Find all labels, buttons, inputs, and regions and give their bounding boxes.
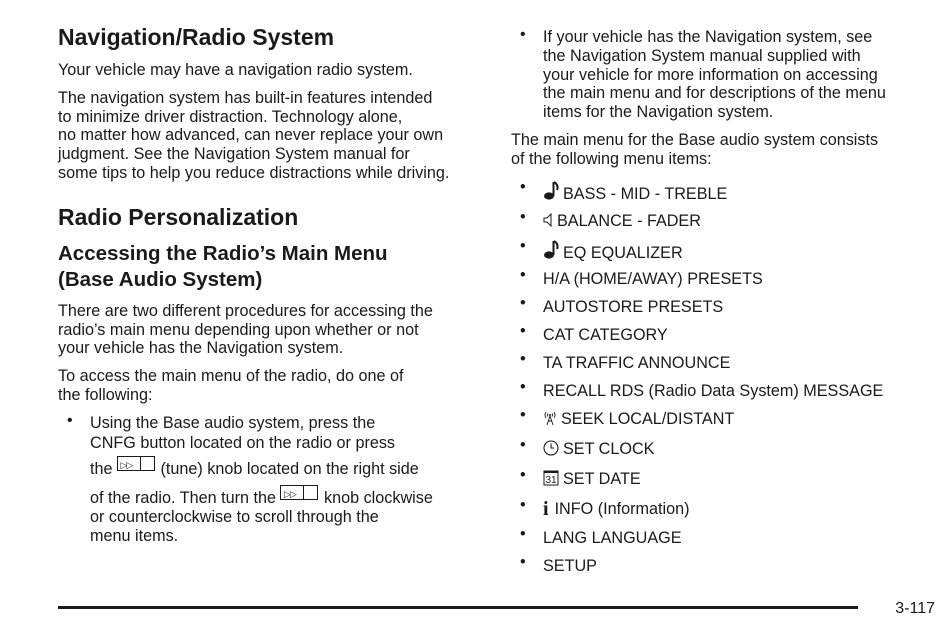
bullet-dot: • [520, 26, 526, 43]
paragraph-procedures: There are two different procedures for accessing the radio’s main menu depending upon whether or not your vehicle has the Navigation system. [58, 301, 433, 358]
info-icon: i [543, 497, 549, 520]
left-column [58, 22, 478, 546]
antenna-icon [543, 410, 557, 426]
bullet-navigation-system: • If your vehicle has the Navigation system, see the Navigation System manual supplied with your vehicle for more information on accessing the main menu and for descriptions of the menu items for the Navigation system. [520, 26, 886, 122]
bullet-base-audio: • Using the Base audio system, press the CNFG button located on the radio or press the ▷▷ (tune) knob located on the right side of the radio. Then turn the ▷▷ knob clockwise or counterclockwise to scroll through the menu items. [67, 411, 433, 545]
speaker-icon [543, 212, 553, 228]
menu-item-eq-equalizer: • EQ EQUALIZER [520, 236, 683, 262]
paragraph-menu-intro: The main menu for the Base audio system consists of the following menu items: [511, 130, 879, 168]
menu-item-traffic: • TA TRAFFIC ANNOUNCE [520, 349, 731, 372]
menu-item-set-date: • 31 SET DATE [520, 465, 641, 488]
menu-item-presets: • H/A (HOME/AWAY) PRESETS [520, 265, 763, 288]
paragraph-access-main-menu: To access the main menu of the radio, do one of the following: [58, 367, 404, 404]
menu-item-seek: • SEEK LOCAL/DISTANT [520, 405, 735, 428]
page-number: 3-117 [895, 600, 935, 617]
footer-rule [58, 606, 858, 609]
menu-item-set-clock: • SET CLOCK [520, 435, 655, 458]
menu-item-recall-rds: • RECALL RDS (Radio Data System) MESSAGE [520, 377, 884, 400]
right-column [511, 28, 911, 582]
heading-navigation-radio-system: Navigation/Radio System [58, 24, 335, 50]
music-note-icon [543, 240, 559, 260]
bullet-dot: • [67, 411, 73, 429]
menu-item-bass-mid-treble: • BASS - MID - TREBLE [520, 177, 728, 203]
menu-item-info: • i INFO (Information) [520, 495, 690, 520]
menu-item-category: • CAT CATEGORY [520, 321, 668, 344]
tune-knob-icon: ▷▷ [280, 485, 318, 500]
menu-item-setup: • SETUP [520, 552, 597, 575]
svg-text:31: 31 [545, 474, 557, 486]
paragraph-nav-intro: Your vehicle may have a navigation radio system. [58, 61, 413, 79]
menu-item-language: • LANG LANGUAGE [520, 524, 682, 547]
tune-knob-icon: ▷▷ [117, 456, 155, 471]
calendar-icon [543, 470, 559, 486]
menu-item-balance-fader: • BALANCE - FADER [520, 207, 701, 230]
paragraph-distraction: The navigation system has built-in features intended to minimize driver distraction. Technology alone, no matter how advanced, can never replace your own judgment. See the Navigation System manual for some tips to help you reduce distractions while driving. [58, 88, 450, 182]
heading-radio-personalization: Radio Personalization [58, 203, 299, 230]
clock-icon [543, 440, 559, 456]
menu-item-autostore: • AUTOSTORE PRESETS [520, 293, 724, 316]
music-note-icon [543, 181, 559, 201]
heading-accessing-main-menu: Accessing the Radio’s Main Menu (Base Audio System) [58, 241, 388, 291]
menu-item-list [511, 179, 911, 582]
